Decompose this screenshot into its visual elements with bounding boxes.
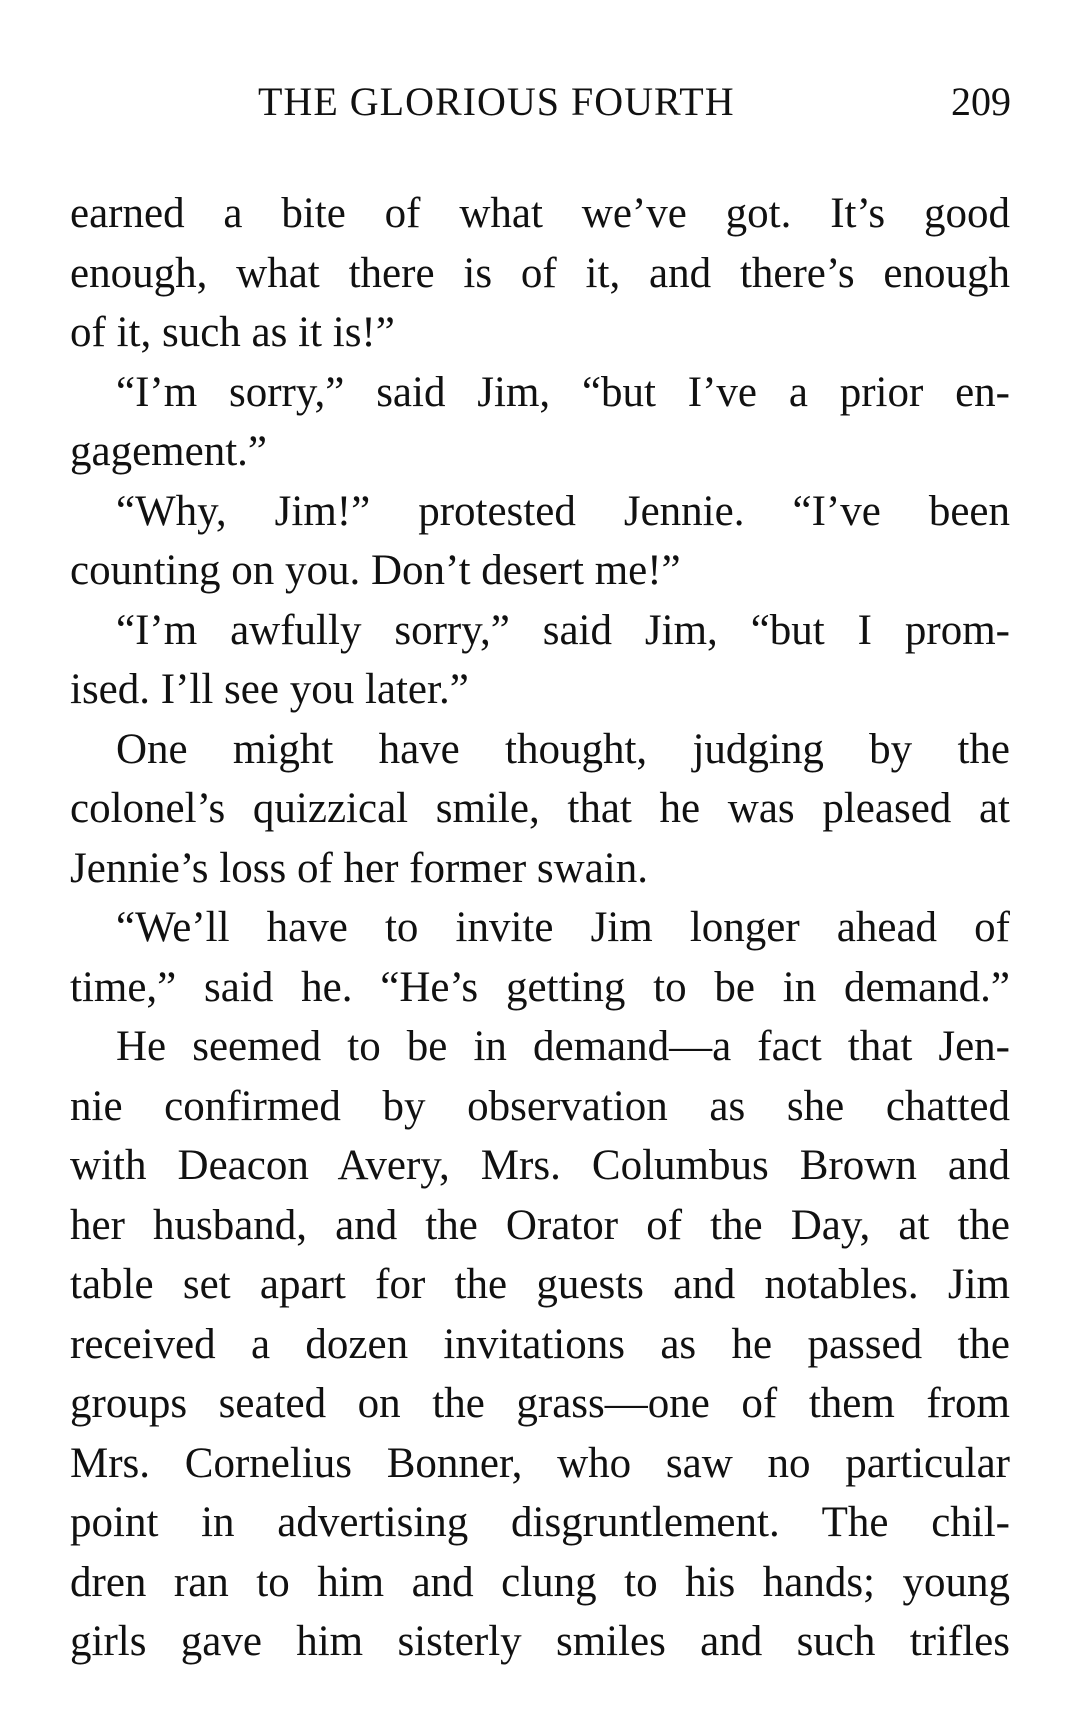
body-text xyxy=(70,184,1010,1672)
text-line: enough, what there is of it, and there’s enough xyxy=(70,249,1010,297)
text-line: time,” said he. “He’s getting to be in demand.” xyxy=(70,963,1010,1011)
text-line: of it, such as it is!” xyxy=(70,309,395,356)
text-line: “We’ll have to invite Jim longer ahead of xyxy=(116,904,1010,951)
text-line: One might have thought, judging by the xyxy=(116,725,1010,773)
text-line: Mrs. Cornelius Bonner, who saw no particular xyxy=(70,1439,1010,1487)
text-line: colonel’s quizzical smile, that he was pleased at xyxy=(70,785,1010,832)
text-line: nie confirmed by observation as she chatted xyxy=(70,1082,1010,1130)
text-line: her husband, and the Orator of the Day, at the xyxy=(70,1201,1010,1249)
page-header xyxy=(0,78,1071,128)
text-line: with Deacon Avery, Mrs. Columbus Brown and xyxy=(70,1142,1010,1189)
text-line: point in advertising disgruntlement. The chil- xyxy=(70,1499,1010,1546)
text-line: groups seated on the grass—one of them from xyxy=(70,1380,1010,1427)
text-line: dren ran to him and clung to his hands; young xyxy=(70,1558,1010,1606)
text-line: girls gave him sisterly smiles and such trifles xyxy=(70,1618,1010,1665)
text-line: gagement.” xyxy=(70,428,267,475)
text-line: table set apart for the guests and notables. Jim xyxy=(70,1261,1010,1308)
text-line: received a dozen invitations as he passed the xyxy=(70,1320,1010,1368)
text-line: “Why, Jim!” protested Jennie. “I’ve been xyxy=(116,487,1010,535)
text-line: “I’m sorry,” said Jim, “but I’ve a prior en- xyxy=(116,368,1010,416)
running-title: THE GLORIOUS FOURTH xyxy=(258,79,735,124)
text-line: counting on you. Don’t desert me!” xyxy=(70,547,681,594)
text-line: Jennie’s loss of her former swain. xyxy=(70,844,648,892)
text-line: ised. I’ll see you later.” xyxy=(70,666,469,713)
text-line: He seemed to be in demand—a fact that Jen- xyxy=(116,1023,1010,1070)
text-line: “I’m awfully sorry,” said Jim, “but I prom- xyxy=(116,606,1010,654)
page-number: 209 xyxy=(951,79,1011,124)
text-line: earned a bite of what we’ve got. It’s good xyxy=(70,190,1010,237)
